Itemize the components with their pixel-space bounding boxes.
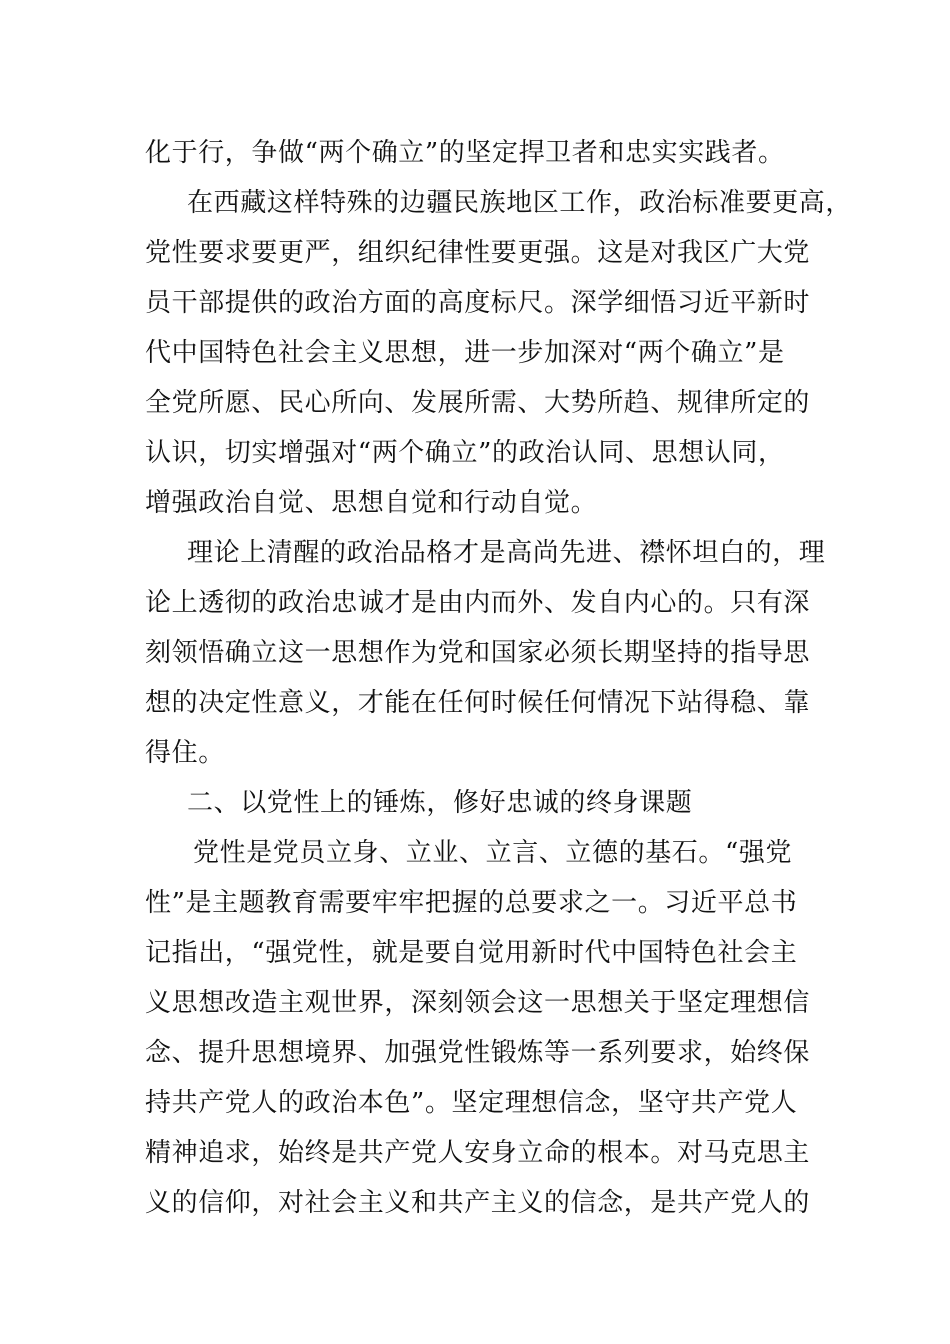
section-heading: 二、以党性上的锤炼，修好忠诚的终身课题: [187, 788, 693, 818]
text-line: 持共产党人的政治本色”。坚定理想信念，坚守共产党人: [145, 1088, 798, 1118]
text-line: 义的信仰，对社会主义和共产主义的信念，是共产党人的: [145, 1188, 811, 1218]
text-line: 认识，切实增强对“两个确立”的政治认同、思想认同，: [145, 438, 785, 468]
text-line: 党性是党员立身、立业、立言、立德的基石。“强党: [193, 838, 793, 868]
text-line: 理论上清醒的政治品格才是高尚先进、襟怀坦白的，理: [187, 538, 826, 568]
text-line: 性”是主题教育需要牢牢把握的总要求之一。习近平总书: [145, 888, 798, 918]
text-line: 代中国特色社会主义思想，进一步加深对“两个确立”是: [145, 338, 785, 368]
text-line: 论上透彻的政治忠诚才是由内而外、发自内心的。只有深: [145, 588, 811, 618]
text-line: 想的决定性意义，才能在任何时候任何情况下站得稳、靠: [145, 688, 811, 718]
text-line: 增强政治自觉、思想自觉和行动自觉。: [145, 488, 598, 518]
text-line: 化于行，争做“两个确立”的坚定捍卫者和忠实实践者。: [145, 138, 785, 168]
text-line: 员干部提供的政治方面的高度标尺。深学细悟习近平新时: [145, 288, 811, 318]
text-line: 全党所愿、民心所向、发展所需、大势所趋、规律所定的: [145, 388, 811, 418]
text-line: 义思想改造主观世界，深刻领会这一思想关于坚定理想信: [145, 988, 811, 1018]
text-line: 党性要求要更严，组织纪律性要更强。这是对我区广大党: [145, 238, 811, 268]
text-line: 得住。: [145, 738, 225, 768]
text-line: 刻领悟确立这一思想作为党和国家必须长期坚持的指导思: [145, 638, 811, 668]
text-line: 记指出，“强党性，就是要自觉用新时代中国特色社会主: [145, 938, 798, 968]
text-line: 在西藏这样特殊的边疆民族地区工作，政治标准要更高，: [187, 188, 853, 218]
text-line: 念、提升思想境界、加强党性锻炼等一系列要求，始终保: [145, 1038, 811, 1068]
text-line: 精神追求，始终是共产党人安身立命的根本。对马克思主: [145, 1138, 811, 1168]
